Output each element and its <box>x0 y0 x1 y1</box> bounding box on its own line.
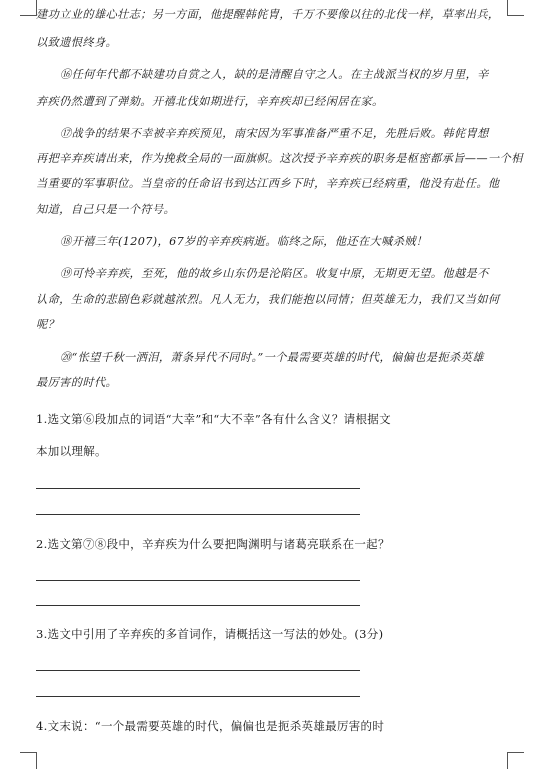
answer-line[interactable] <box>36 488 360 489</box>
answer-line[interactable] <box>36 580 360 581</box>
page-corner-mark <box>20 0 37 16</box>
passage-line: 呢？ <box>36 318 60 331</box>
passage-line: 认命，生命的悲剧色彩就越浓烈。凡人无力，我们能抱以同情；但英雄无力，我们又当如何 <box>36 293 500 306</box>
question-1: 1.选文第⑥段加点的词语“大幸”和“大不幸”各有什么含义？请根据文 <box>36 412 391 426</box>
passage-line: 建功立业的雄心壮志；另一方面，他提醒韩侂胄，千万不要像以往的北伐一样，草率出兵， <box>36 8 500 21</box>
answer-line[interactable] <box>36 514 360 515</box>
page-corner-mark <box>507 0 524 16</box>
paragraph-20: ⑳“怅望千秋一洒泪，萧条异代不同时。”一个最需要英雄的时代，偏偏也是扼杀英雄 <box>60 351 484 364</box>
passage-line: 以致遗恨终身。 <box>36 36 118 49</box>
passage-line: 弃疾仍然遭到了弹劾。开禧北伐如期进行，辛弃疾却已经闲居在家。 <box>36 95 384 108</box>
paragraph-17: ⑰战争的结果不幸被辛弃疾预见，南宋因为军事准备严重不足，先胜后败。韩侂胄想 <box>60 127 489 140</box>
passage-line: 知道，自己只是一个符号。 <box>36 203 176 216</box>
question-3: 3.选文中引用了辛弃疾的多首词作，请概括这一写法的妙处。(3分) <box>36 627 384 641</box>
question-4: 4.文末说：“一个最需要英雄的时代，偏偏也是扼杀英雄最厉害的时 <box>36 719 385 733</box>
page-corner-mark <box>507 752 524 769</box>
question-2: 2.选文第⑦⑧段中，辛弃疾为什么要把陶渊明与诸葛亮联系在一起？ <box>36 537 390 551</box>
passage-line: 再把辛弃疾请出来，作为挽救全局的一面旗帜。这次授予辛弃疾的职务是枢密都承旨——一个相 <box>36 152 523 165</box>
paragraph-18: ⑱开禧三年(1207)，67岁的辛弃疾病逝。临终之际，他还在大喊杀贼！ <box>60 235 428 248</box>
answer-line[interactable] <box>36 605 360 606</box>
page-corner-mark <box>20 752 37 769</box>
passage-line: 最厉害的时代。 <box>36 376 118 389</box>
paragraph-19: ⑲可怜辛弃疾，至死，他的故乡山东仍是沦陷区。收复中原，无期更无望。他越是不 <box>60 267 489 280</box>
question-1-cont: 本加以理解。 <box>36 444 107 458</box>
answer-line[interactable] <box>36 696 360 697</box>
paragraph-16: ⑯任何年代都不缺建功自赏之人，缺的是清醒自守之人。在主战派当权的岁月里，辛 <box>60 68 489 81</box>
passage-line: 当重要的军事职位。当皇帝的任命诏书到达江西乡下时，辛弃疾已经病重，他没有赴任。他 <box>36 177 500 190</box>
answer-line[interactable] <box>36 670 360 671</box>
